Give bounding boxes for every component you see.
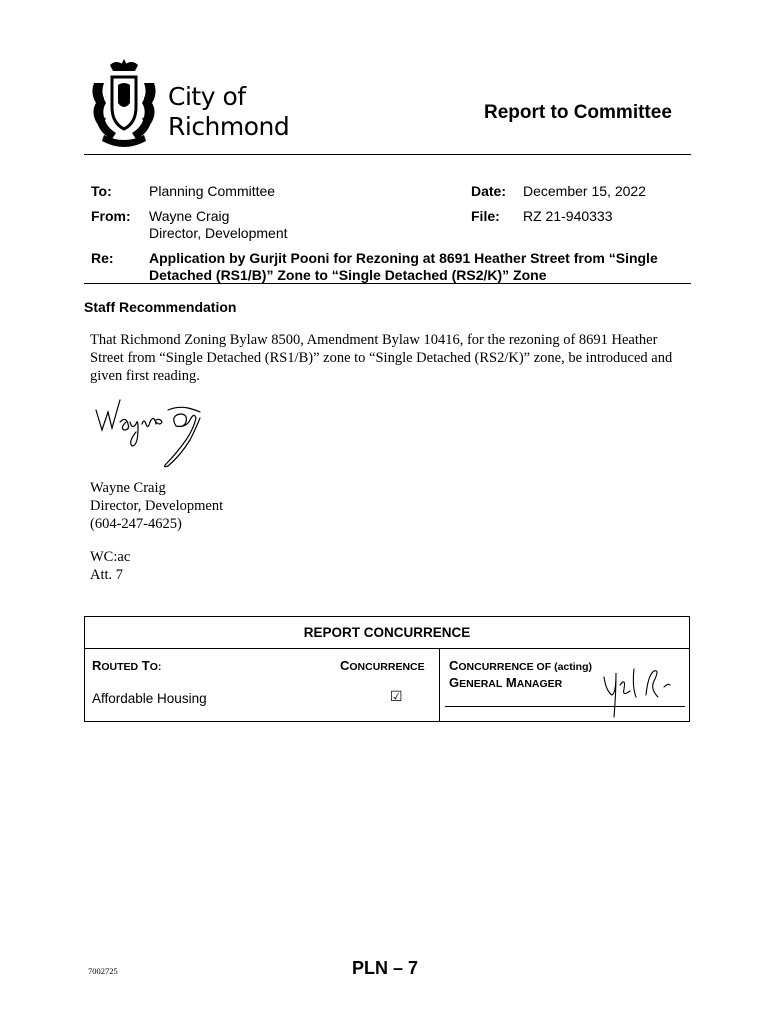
from-title: Director, Development bbox=[149, 225, 288, 241]
attachment-count: Att. 7 bbox=[90, 567, 124, 583]
staff-recommendation-heading: Staff Recommendation bbox=[84, 299, 237, 315]
document-code: 7002725 bbox=[88, 966, 118, 976]
gm-signature-line bbox=[445, 706, 685, 707]
re-line-2: Detached (RS1/B)” Zone to “Single Detached (RS2/K)” Zone bbox=[149, 267, 547, 283]
to-label: To: bbox=[91, 183, 112, 199]
page-label: PLN – 7 bbox=[352, 958, 419, 978]
concurrence-column-divider bbox=[439, 649, 440, 722]
gm-concurrence-header: CONCURRENCE OF (acting) bbox=[449, 658, 592, 673]
concurrence-header: CONCURRENCE bbox=[340, 658, 425, 673]
author-initials: WC:ac bbox=[90, 549, 131, 565]
to-value: Planning Committee bbox=[149, 183, 276, 199]
concurrence-header-row bbox=[85, 617, 689, 649]
re-line-1: Application by Gurjit Pooni for Rezoning at 8691 Heather Street from “Single bbox=[149, 250, 658, 266]
routed-dept: Affordable Housing bbox=[92, 691, 207, 706]
file-value: RZ 21-940333 bbox=[523, 208, 613, 224]
re-label: Re: bbox=[91, 250, 114, 266]
from-name: Wayne Craig bbox=[149, 208, 230, 224]
file-label: File: bbox=[471, 208, 500, 224]
general-manager-header: GENERAL MANAGER bbox=[449, 675, 563, 690]
report-concurrence-table bbox=[84, 616, 690, 722]
header-divider bbox=[84, 154, 691, 155]
date-label: Date: bbox=[471, 183, 507, 199]
date-value: December 15, 2022 bbox=[523, 183, 646, 199]
city-name-line1: City of bbox=[168, 82, 246, 111]
concurrence-checkmark: ☑ bbox=[390, 689, 403, 705]
recommendation-text: That Richmond Zoning Bylaw 8500, Amendment Bylaw 10416, for the rezoning of 8691 Heather Street from “Single Detached (RS1/B)” zone to “Single Detached (RS2/K)” zone, be introduced and given first reading. bbox=[90, 332, 673, 384]
signer-name: Wayne Craig bbox=[90, 480, 166, 496]
city-name-line2: Richmond bbox=[168, 112, 290, 141]
signature-image bbox=[92, 392, 222, 474]
signer-phone: (604-247-4625) bbox=[90, 516, 182, 532]
report-title: Report to Committee bbox=[484, 102, 672, 123]
routed-to-header: ROUTED TO: bbox=[92, 658, 162, 673]
city-crest-logo bbox=[88, 55, 160, 151]
concurrence-title: REPORT CONCURRENCE bbox=[303, 625, 471, 640]
from-label: From: bbox=[91, 208, 131, 224]
signer-title: Director, Development bbox=[90, 498, 224, 514]
gm-signature-image bbox=[600, 665, 680, 725]
re-divider bbox=[84, 283, 691, 284]
